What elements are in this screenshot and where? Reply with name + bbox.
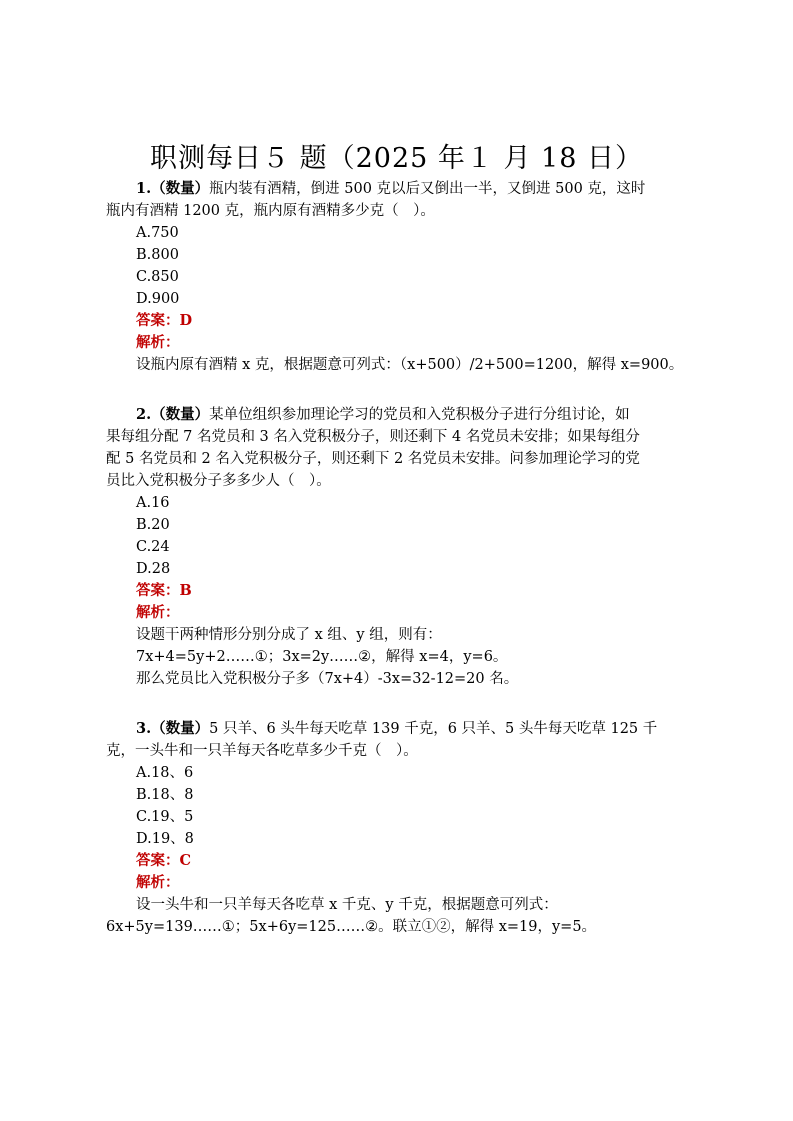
question-1-number: 1. [136, 180, 152, 197]
question-2-option-a: A.16 [136, 495, 170, 511]
question-1-option-b: B.800 [136, 247, 179, 263]
question-2-option-b: B.20 [136, 517, 170, 533]
question-2-analysis-line-3: 那么党员比入党积极分子多（7x+4）-3x=32-12=20 名。 [136, 671, 519, 687]
question-2-analysis-line-1: 设题干两种情形分别分成了 x 组、y 组，则有： [136, 627, 442, 643]
question-2-stem-line-3: 配 5 名党员和 2 名入党积极分子，则还剩下 2 名党员未安排。问参加理论学习的党 [106, 451, 640, 467]
question-1-analysis-line-1: 设瓶内原有酒精 x 克，根据题意可列式：（x+500）/2+500=1200，解得 x=900。 [136, 357, 684, 373]
question-3-answer: 答案：C [136, 852, 192, 869]
question-2-stem-line-4: 员比入党积极分子多多少人（ ）。 [106, 473, 331, 489]
question-3-stem-text: 5 只羊、6 头牛每天吃草 139 千克，6 只羊、5 头牛每天吃草 125 千 [209, 721, 658, 737]
question-1-stem-text: 瓶内装有酒精，倒进 500 克以后又倒出一半，又倒进 500 克，这时 [209, 181, 646, 197]
question-2-category: （数量） [151, 406, 210, 423]
question-1-stem-line-2: 瓶内有酒精 1200 克，瓶内原有酒精多少克（ ）。 [106, 203, 435, 219]
question-2-stem-text: 某单位组织参加理论学习的党员和入党积极分子进行分组讨论，如 [209, 407, 630, 423]
question-2-stem-line-1 [136, 404, 630, 426]
question-1-option-a: A.750 [136, 225, 179, 241]
question-3-analysis-label: 解析： [136, 874, 180, 891]
question-3-number: 3. [136, 720, 152, 737]
question-3-analysis-line-1: 设一头牛和一只羊每天各吃草 x 千克、y 千克，根据题意可列式： [136, 897, 558, 913]
question-2-analysis-line-2: 7x+4=5y+2……①；3x=2y……②，解得 x=4，y=6。 [136, 649, 508, 665]
question-3-analysis-line-2: 6x+5y=139……①；5x+6y=125……②。联立①②，解得 x=19，y=5。 [106, 919, 597, 935]
question-3-stem-line-1 [136, 718, 657, 740]
question-2-option-d: D.28 [136, 561, 171, 577]
question-3-stem-line-2: 克，一头牛和一只羊每天各吃草多少千克（ ）。 [106, 743, 418, 759]
question-3-option-c: C.19、5 [136, 809, 194, 825]
question-1-category: （数量） [151, 180, 210, 197]
question-1-stem-line-1 [136, 178, 645, 200]
question-3-option-b: B.18、8 [136, 787, 194, 803]
question-1-answer: 答案：D [136, 312, 193, 329]
question-2-stem-line-2: 果每组分配 7 名党员和 3 名入党积极分子，则还剩下 4 名党员未安排；如果每组分 [106, 429, 640, 445]
question-3-category: （数量） [151, 720, 210, 737]
question-2-analysis-label: 解析： [136, 604, 180, 621]
question-1-option-c: C.850 [136, 269, 179, 285]
question-1-option-d: D.900 [136, 291, 180, 307]
question-1-analysis-label: 解析： [136, 334, 180, 351]
question-2-answer: 答案：B [136, 582, 192, 599]
question-2-number: 2. [136, 406, 152, 423]
question-2-option-c: C.24 [136, 539, 170, 555]
question-3-option-a: A.18、6 [136, 765, 194, 781]
question-3-option-d: D.19、8 [136, 831, 194, 847]
page-title: 职测每日５ 题（2025 年１ 月 18 日） [150, 143, 643, 174]
